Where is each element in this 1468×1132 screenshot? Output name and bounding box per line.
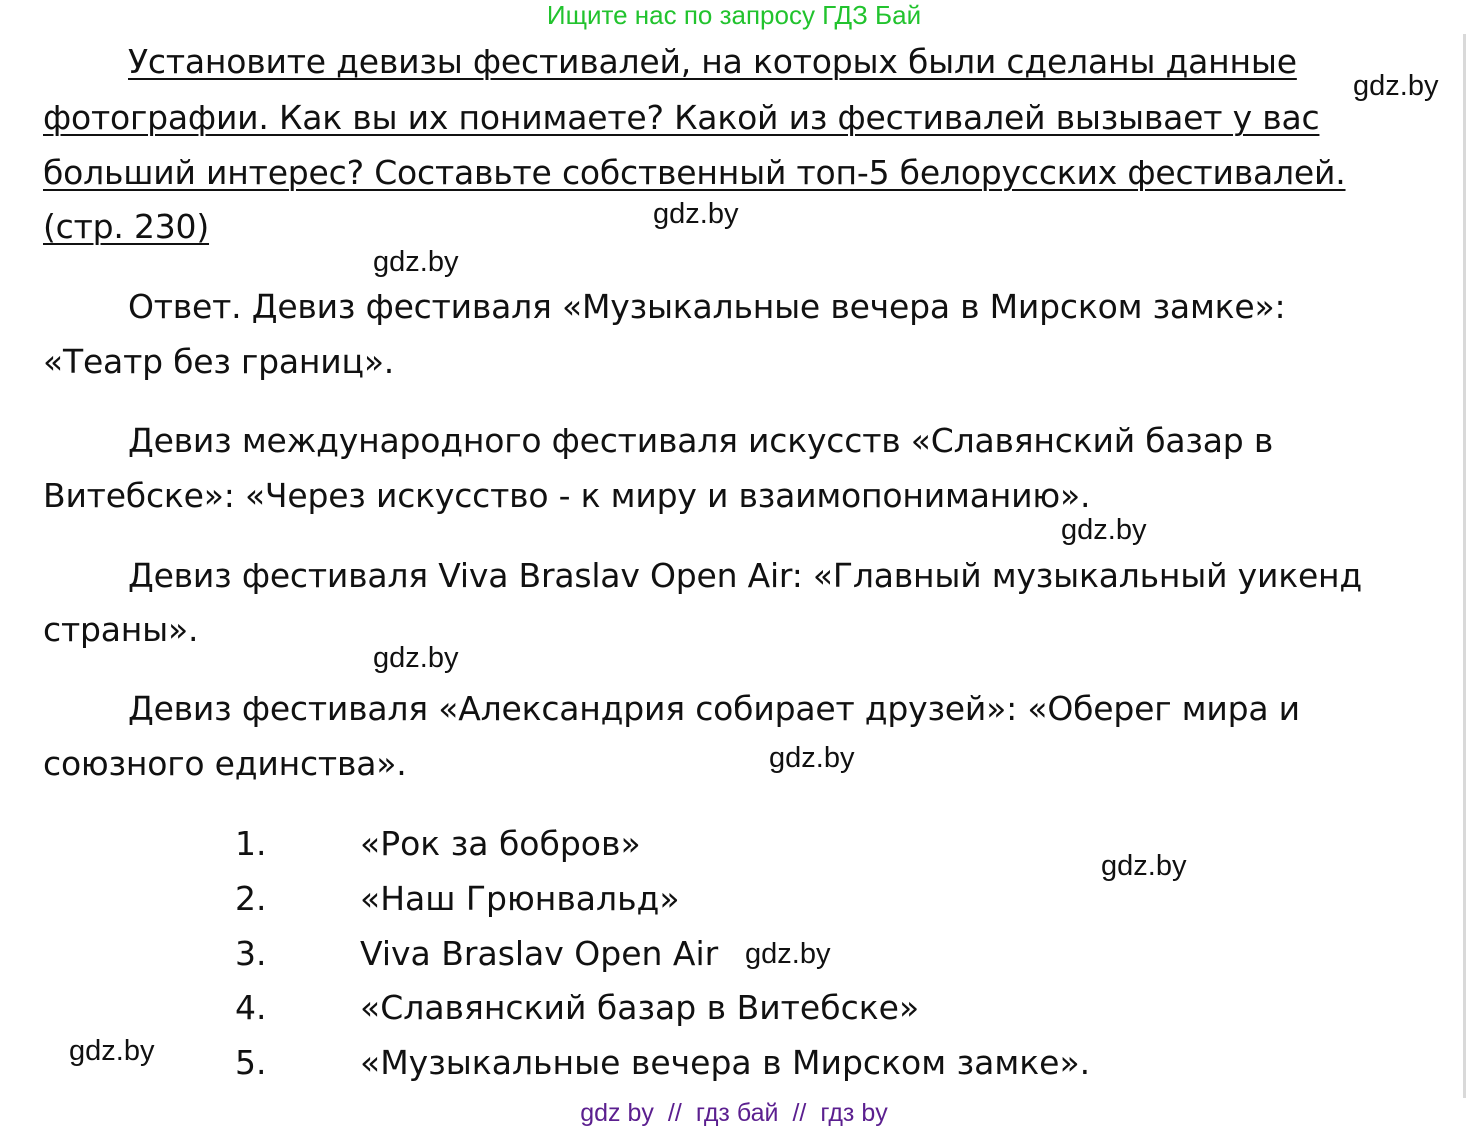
list-item-text: «Наш Грюнвальд» [360, 879, 680, 918]
list-item-number: 4. [235, 988, 267, 1027]
list-item-text: Viva Braslav Open Air [360, 934, 719, 973]
watermark: gdz.by [745, 938, 831, 970]
list-item-number: 3. [235, 934, 267, 973]
list-item-number: 2. [235, 879, 267, 918]
answer-p1-line-1: Ответ. Девиз фестиваля «Музыкальные вечера в Мирском замке»: [128, 287, 1286, 326]
watermark: gdz.by [769, 742, 855, 774]
answer-p4-line-1: Девиз фестиваля «Александрия собирает друзей»: «Оберег мира и [128, 689, 1300, 728]
question-line-2: фотографии. Как вы их понимаете? Какой из фестивалей вызывает у вас [43, 98, 1320, 137]
footer-link-gdz-by[interactable]: gdz by [580, 1099, 654, 1127]
question-line-4: (стр. 230) [43, 207, 210, 246]
list-item-text: «Славянский базар в Витебске» [360, 988, 920, 1027]
answer-p2-line-2: Витебске»: «Через искусство - к миру и взаимопониманию». [43, 476, 1091, 515]
answer-p1-line-2: «Театр без границ». [43, 342, 395, 381]
watermark: gdz.by [1061, 514, 1147, 546]
watermark: gdz.by [373, 642, 459, 674]
answer-p4-line-2: союзного единства». [43, 744, 407, 783]
answer-p2-line-1: Девиз международного фестиваля искусств «Славянский базар в [128, 421, 1274, 460]
watermark: gdz.by [1101, 850, 1187, 882]
footer-links [0, 1098, 1468, 1128]
footer-separator: // [667, 1099, 682, 1127]
watermark: gdz.by [653, 198, 739, 230]
page-edge-rule [1463, 34, 1466, 1098]
watermark: gdz.by [1353, 70, 1439, 102]
list-item-text: «Рок за бобров» [360, 824, 641, 863]
answer-p3-line-1: Девиз фестиваля Viva Braslav Open Air: «Главный музыкальный уикенд [128, 556, 1363, 595]
footer-link-gdz-by-cyr[interactable]: гдз by [820, 1099, 888, 1127]
question-line-3: больший интерес? Составьте собственный топ-5 белорусских фестивалей. [43, 153, 1346, 192]
question-line-1: Установите девизы фестивалей, на которых были сделаны данные [128, 42, 1297, 81]
watermark: gdz.by [373, 246, 459, 278]
footer-separator: // [792, 1099, 807, 1127]
answer-p3-line-2: страны». [43, 610, 199, 649]
list-item-text: «Музыкальные вечера в Мирском замке». [360, 1043, 1091, 1082]
footer-link-gdz-bai[interactable]: гдз бай [695, 1099, 779, 1127]
search-hint-banner: Ищите нас по запросу ГДЗ Бай [546, 0, 922, 30]
list-item-number: 5. [235, 1043, 267, 1082]
list-item-number: 1. [235, 824, 267, 863]
watermark: gdz.by [69, 1035, 155, 1067]
